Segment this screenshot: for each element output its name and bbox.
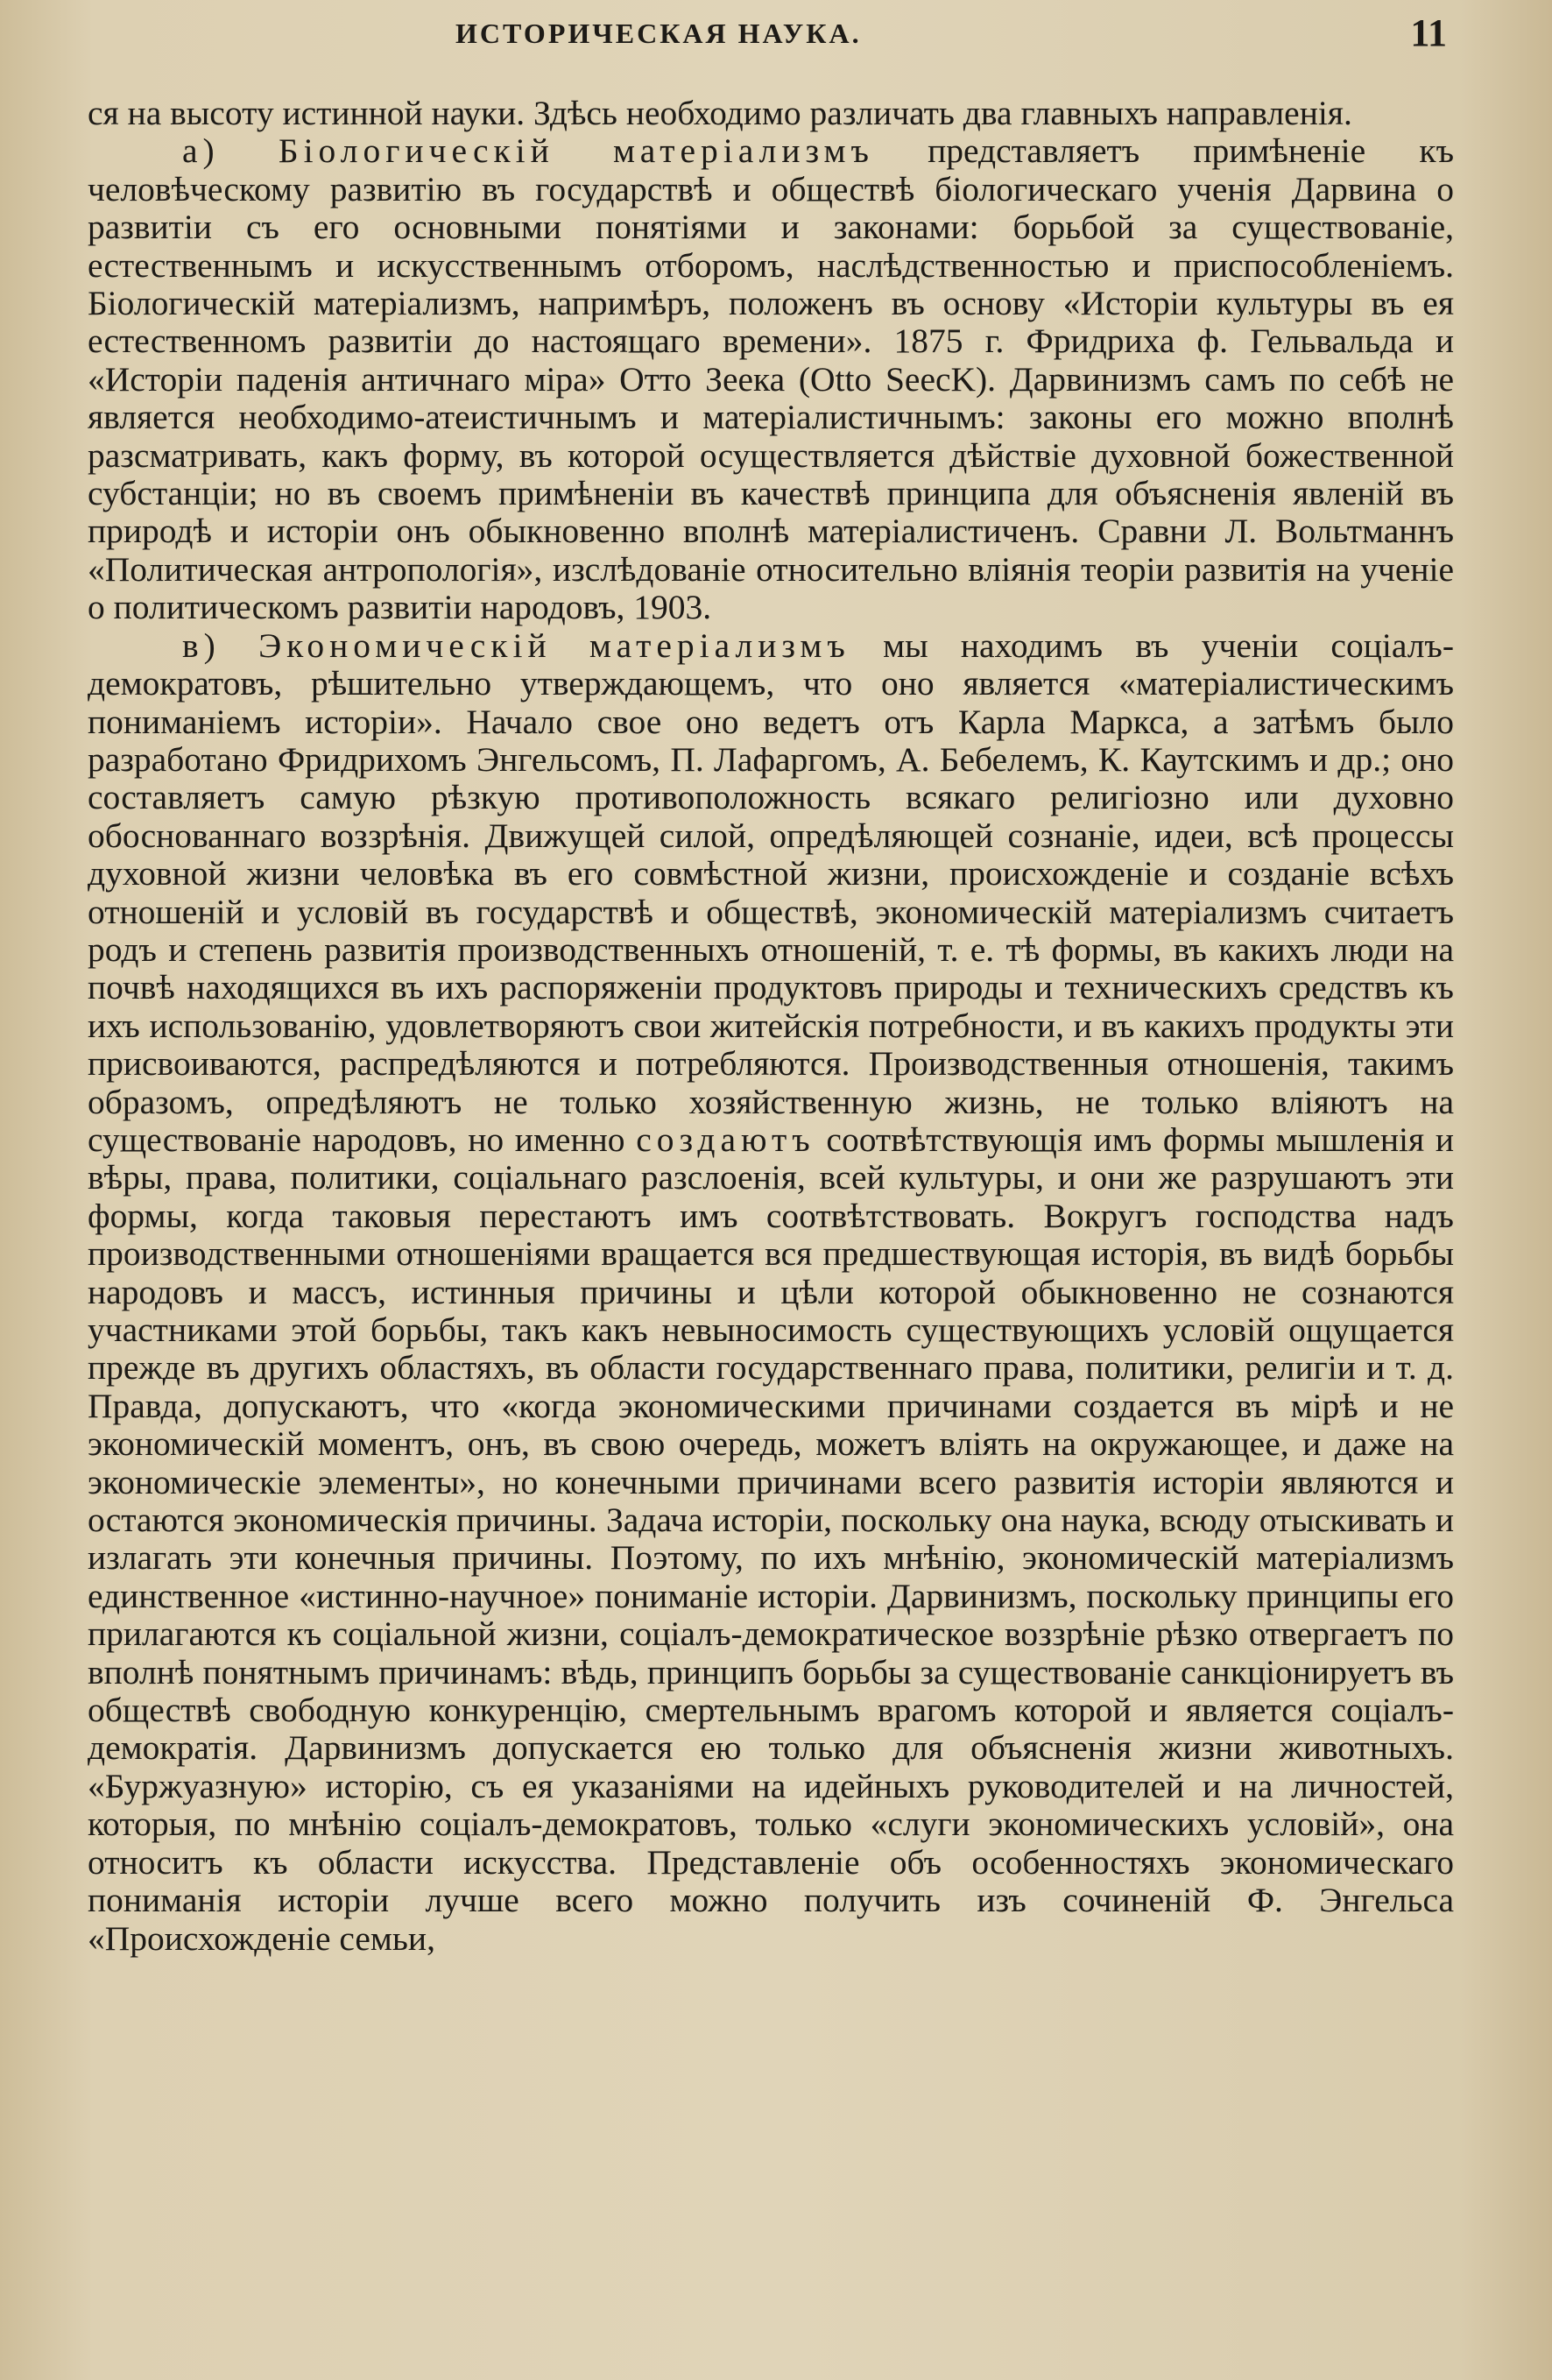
paragraph-3-tail: соотвѣтствующія имъ формы мышленія и вѣры, права, политики, соціальнаго разслоенія, всей культуры, и они же разрушаютъ эти формы, когда таковыя перестаютъ имъ соотвѣтствовать. Вокругъ господства надъ производственными отношеніями вращается вся предшествующая исторія, въ видѣ борьбы народовъ и массъ, истинныя причины и цѣли которой обыкновенно не сознаются участниками этой борьбы, такъ какъ невыносимость существующихъ условій ощущается прежде въ другихъ областяхъ, въ области государственнаго права, политики, религіи и т. д. Правда, допускаютъ, что «когда экономическими причинами создается въ мірѣ и не экономическій моментъ, онъ, въ свою очередь, можетъ вліять на окружающее, и даже на экономическіе элементы», но конечными причинами всего развитія исторіи являются и остаются экономическія причины. Задача исторіи, поскольку она наука, всюду отыскивать и излагать эти конечныя причины. Поэтому, по ихъ мнѣнію, экономическій матеріализмъ единственное «истинно-научное» пониманіе исторіи. Дарвинизмъ, поскольку принципы его прилагаются къ соціальной жизни, соціалъ-демократическое воззрѣніе рѣзко отвергаетъ по вполнѣ понятнымъ причинамъ: вѣдь, принципъ борьбы за существованіе санкціонируетъ въ обществѣ свободную конкуренцію, смертельнымъ врагомъ которой и является соціалъ-демократія. Дарвинизмъ допускается ею только для объясненія жизни животныхъ. «Буржуазную» исторію, съ ея указаніями на идейныхъ руководителей и на личностей, которыя, по мнѣнію соціалъ-демократовъ, только «слуги экономическихъ условій», она относитъ къ области искусства. Представленіе объ особенностяхъ экономическаго пониманія исторіи лучше всего можно получить изъ сочиненій Ф. Энгельса «Происхожденіе семьи, bbox=[88, 1119, 1455, 1958]
paragraph-3 bbox=[88, 627, 1454, 1958]
paragraph-3-lead: в) Экономическій матеріализмъ bbox=[182, 625, 850, 665]
book-page bbox=[88, 0, 1454, 2380]
paragraph-1-text: ся на высоту истинной науки. Здѣсь необходимо различать два главныхъ направленія. bbox=[88, 94, 1352, 132]
page-number: 11 bbox=[1410, 11, 1447, 54]
paragraph-1 bbox=[88, 95, 1454, 132]
paragraph-3-text: мы находимъ въ ученіи соціалъ-демократовъ, рѣшительно утверждающемъ, что оно является «матеріалистическимъ пониманіемъ исторіи». Начало свое оно ведетъ отъ Карла Маркса, а затѣмъ было разработано Фридрихомъ Энгельсомъ, П. Лафаргомъ, А. Бебелемъ, К. Каутскимъ и др.; оно составляетъ самую рѣзкую противоположность всякаго религіозно или духовно обоснованнаго воззрѣнія. Движущей силой, опредѣляющей сознаніе, идеи, всѣ процессы духовной жизни человѣка въ его совмѣстной жизни, происхожденіе и созданіе всѣхъ отношеній и условій въ государствѣ и обществѣ, экономическій матеріализмъ считаетъ родъ и степень развитія производственныхъ отношеній, т. е. тѣ формы, въ какихъ люди на почвѣ находящихся въ ихъ распоряженіи продуктовъ природы и техническихъ средствъ къ ихъ использованію, удовлетворяютъ свои житейскія потребности, и въ какихъ продукты эти присвоиваются, распредѣляются и потребляются. Производственныя отношенія, такимъ образомъ, опредѣляютъ не только хозяйственную жизнь, не только вліяютъ на существованіе народовъ, но именно bbox=[88, 625, 1454, 1159]
paragraph-2-lead: a) Біологическій матеріализмъ bbox=[182, 131, 874, 171]
body-text bbox=[88, 95, 1454, 1958]
paragraph-2-text: представляетъ примѣненіе къ человѣческому развитію въ государствѣ и обществѣ біологическаго ученія Дарвина о развитіи съ его основными понятіями и законами: борьбой за существованіе, естественнымъ и искусственнымъ отборомъ, наслѣдственностью и приспособленіемъ. Біологическій матеріализмъ, напримѣръ, положенъ въ основу «Исторіи культуры въ ея естественномъ развитіи до настоящаго времени». 1875 г. Фридриха ф. Гельвальда и «Исторіи паденія античнаго міра» Отто Зеека (Otto SeecK). Дарвинизмъ самъ по себѣ не является необходимо-атеистичнымъ и матеріалистичнымъ: законы его можно вполнѣ разсматривать, какъ форму, въ которой осуществляется дѣйствіе духовной божественной субстанціи; но въ своемъ примѣненіи въ качествѣ принципа для объясненія явленій въ природѣ и исторіи онъ обыкновенно вполнѣ матеріалистиченъ. Сравни Л. Вольтманнъ «Политическая антропологія», изслѣдованіе относительно вліянія теоріи развитія на ученіе о политическомъ развитіи народовъ, 1903. bbox=[88, 131, 1454, 627]
running-title: ИСТОРИЧЕСКАЯ НАУКА. bbox=[455, 18, 862, 49]
paragraph-2 bbox=[88, 132, 1454, 626]
paragraph-3-spaced-word: создаютъ bbox=[636, 1119, 815, 1159]
running-header bbox=[88, 11, 1454, 54]
